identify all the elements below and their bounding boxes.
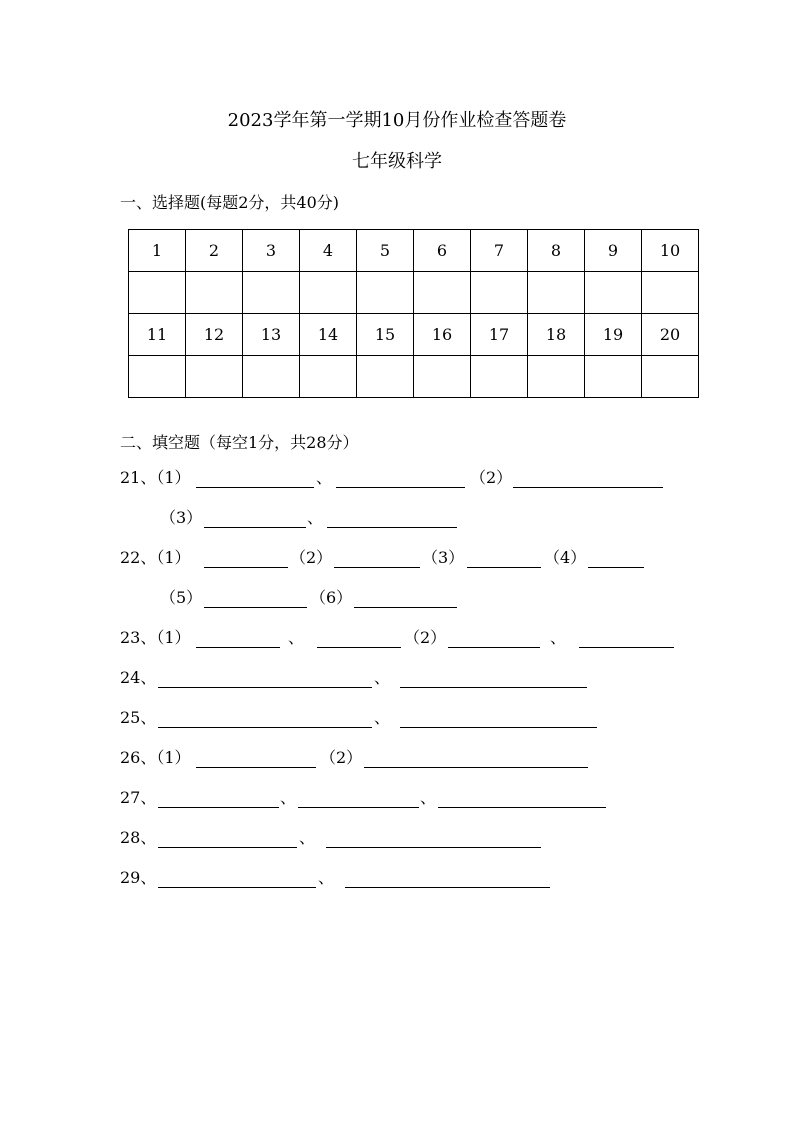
answer-blank[interactable]: [438, 807, 606, 808]
q22-label: 22、（1）: [120, 548, 191, 567]
question-number: 9: [585, 230, 642, 272]
answer-cell[interactable]: [129, 356, 186, 398]
answer-cell[interactable]: [471, 356, 528, 398]
answer-blank[interactable]: [158, 847, 297, 848]
answer-blank[interactable]: [336, 487, 465, 488]
question-number: 6: [414, 230, 471, 272]
answer-blank[interactable]: [158, 687, 372, 688]
q24-label: 24、: [120, 668, 157, 687]
answer-blank[interactable]: [345, 887, 550, 888]
answer-cell[interactable]: [300, 356, 357, 398]
answer-cell[interactable]: [528, 356, 585, 398]
answer-cell[interactable]: [300, 272, 357, 314]
q23-label: 23、（1）: [120, 628, 191, 647]
answer-row-1: [129, 272, 699, 314]
question-number: 18: [528, 314, 585, 356]
separator: 、: [280, 788, 297, 807]
answer-cell[interactable]: [414, 272, 471, 314]
question-number: 20: [642, 314, 699, 356]
question-number: 15: [357, 314, 414, 356]
question-number: 11: [129, 314, 186, 356]
question-number: 13: [243, 314, 300, 356]
sub-label: （2）: [320, 748, 363, 767]
answer-blank[interactable]: [326, 847, 541, 848]
question-number: 7: [471, 230, 528, 272]
answer-blank[interactable]: [579, 647, 674, 648]
answer-cell[interactable]: [243, 272, 300, 314]
number-row-1: [129, 230, 699, 272]
question-number: 10: [642, 230, 699, 272]
sub-label: （6）: [310, 588, 353, 607]
number-row-2: [129, 314, 699, 356]
question-number: 4: [300, 230, 357, 272]
question-number: 16: [414, 314, 471, 356]
answer-blank[interactable]: [400, 687, 587, 688]
sub-label: （5）: [160, 588, 203, 607]
sub-label: （2）: [290, 548, 333, 567]
question-number: 19: [585, 314, 642, 356]
answer-blank[interactable]: [204, 527, 306, 528]
question-number: 3: [243, 230, 300, 272]
answer-blank[interactable]: [400, 727, 597, 728]
answer-blank[interactable]: [354, 607, 457, 608]
question-number: 1: [129, 230, 186, 272]
page-subtitle: 七年级科学: [352, 151, 442, 172]
answer-blank[interactable]: [158, 887, 316, 888]
sub-label: （3）: [160, 508, 203, 527]
answer-blank[interactable]: [364, 767, 588, 768]
answer-blank[interactable]: [204, 607, 307, 608]
answer-cell[interactable]: [243, 356, 300, 398]
sub-label: （4）: [544, 548, 587, 567]
answer-cell[interactable]: [585, 356, 642, 398]
answer-cell[interactable]: [129, 272, 186, 314]
question-number: 8: [528, 230, 585, 272]
q27-label: 27、: [120, 788, 157, 807]
answer-cell[interactable]: [357, 356, 414, 398]
answer-blank[interactable]: [196, 767, 316, 768]
answer-cell[interactable]: [642, 272, 699, 314]
answer-blank[interactable]: [196, 647, 280, 648]
q21-label: 21、（1）: [120, 468, 191, 487]
answer-cell[interactable]: [414, 356, 471, 398]
answer-cell[interactable]: [186, 356, 243, 398]
separator: 、: [374, 668, 391, 687]
answer-cell[interactable]: [642, 356, 699, 398]
q26-label: 26、（1）: [120, 748, 191, 767]
answer-cell[interactable]: [357, 272, 414, 314]
sub-label: （2）: [470, 468, 513, 487]
separator: 、: [420, 788, 437, 807]
q25-label: 25、: [120, 708, 157, 727]
answer-blank[interactable]: [467, 567, 541, 568]
answer-blank[interactable]: [158, 807, 279, 808]
answer-blank[interactable]: [158, 727, 372, 728]
answer-grid: [128, 229, 699, 398]
answer-cell[interactable]: [528, 272, 585, 314]
question-number: 5: [357, 230, 414, 272]
q29-label: 29、: [120, 868, 157, 887]
answer-cell[interactable]: [471, 272, 528, 314]
answer-blank[interactable]: [204, 567, 288, 568]
answer-blank[interactable]: [334, 567, 420, 568]
answer-blank[interactable]: [317, 647, 401, 648]
section1-heading: 一、选择题(每题2分，共40分): [120, 193, 340, 212]
answer-blank[interactable]: [196, 487, 314, 488]
answer-row-2: [129, 356, 699, 398]
separator: 、: [299, 828, 316, 847]
answer-blank[interactable]: [513, 487, 663, 488]
separator: 、: [550, 628, 567, 647]
answer-cell[interactable]: [186, 272, 243, 314]
page-title: 2023学年第一学期10月份作业检查答题卷: [227, 110, 567, 131]
separator: 、: [316, 468, 333, 487]
q28-label: 28、: [120, 828, 157, 847]
answer-blank[interactable]: [298, 807, 419, 808]
sub-label: （3）: [422, 548, 465, 567]
answer-blank[interactable]: [448, 647, 540, 648]
separator: 、: [374, 708, 391, 727]
sub-label: （2）: [404, 628, 447, 647]
question-number: 17: [471, 314, 528, 356]
separator: 、: [307, 508, 324, 527]
separator: 、: [318, 868, 335, 887]
question-number: 12: [186, 314, 243, 356]
separator: 、: [288, 628, 305, 647]
question-number: 2: [186, 230, 243, 272]
answer-blank[interactable]: [588, 567, 644, 568]
answer-cell[interactable]: [585, 272, 642, 314]
question-number: 14: [300, 314, 357, 356]
section2-heading: 二、填空题（每空1分，共28分）: [120, 433, 359, 452]
answer-blank[interactable]: [327, 527, 457, 528]
